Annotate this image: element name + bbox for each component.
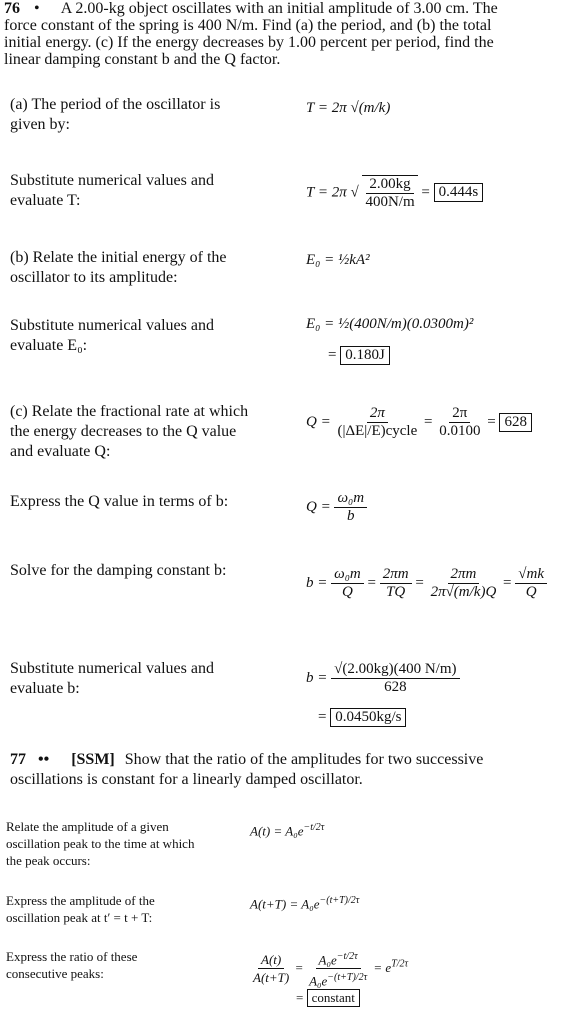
step-line: Express the Q value in terms of b: bbox=[10, 493, 229, 510]
fraction-numerator: 2πm bbox=[380, 566, 412, 584]
step-text bbox=[10, 171, 214, 211]
fraction-denominator: b bbox=[347, 508, 355, 524]
result-box: 0.180J bbox=[340, 346, 390, 365]
step-line: oscillator to its amplitude: bbox=[10, 269, 178, 286]
step-line: Substitute numerical values and bbox=[10, 172, 214, 189]
step-line: the peak occurs: bbox=[6, 853, 91, 868]
fraction-numerator: 2πm bbox=[448, 566, 480, 584]
step-line: the energy decreases to the Q value bbox=[10, 423, 237, 440]
equation-damping-constant: b = $\frac{\text{ω₀m}}{Q}$ = $\frac{2\pi m}{TQ}$ = $\frac{2\pi m}{2\pi√(m/k)Q}$ = $\frac{√mk}{Q}$ bbox=[306, 566, 547, 601]
equation-energy-result: = 0.180J bbox=[328, 346, 390, 365]
step-line: (c) Relate the fractional rate at which bbox=[10, 403, 249, 420]
denominator-base: A₀e bbox=[309, 973, 328, 989]
fraction-denominator: 2π√(m/k)Q bbox=[430, 584, 497, 600]
problem-76-statement bbox=[4, 0, 560, 68]
equation-amplitude-peak bbox=[250, 822, 324, 839]
exponent: T/2τ bbox=[391, 958, 409, 970]
statement-line: initial energy. (c) If the energy decreases by 1.00 percent per period, find the bbox=[4, 34, 494, 51]
exponent: −(t+T)/2τ bbox=[319, 895, 360, 906]
equation-q-value: Q = $\frac{2\pi}{\text{(|ΔE|/E)cycle}}$ = $\frac{2\pi}{0.0100}$ = 628 bbox=[306, 405, 532, 440]
step-line: evaluate T: bbox=[10, 192, 81, 209]
difficulty-dots: • bbox=[34, 0, 40, 17]
exponent: −t/2τ bbox=[303, 822, 325, 833]
fraction-denominator: Q bbox=[525, 584, 537, 600]
step-text bbox=[10, 659, 214, 699]
statement-line: force constant of the spring is 400 N/m. Find (a) the period, and (b) the total bbox=[4, 17, 492, 34]
statement-line: Show that the ratio of the amplitudes for two successive bbox=[124, 751, 484, 768]
equation-b-substitution: b = $\frac{√(2.00kg)(400 N/m)}{628}$ bbox=[306, 661, 460, 696]
difficulty-dots: •• bbox=[38, 751, 50, 768]
step-line: (a) The period of the oscillator is bbox=[10, 96, 221, 113]
problem-number: 76 bbox=[4, 0, 20, 17]
fraction-denominator: 0.0100 bbox=[439, 423, 481, 439]
fraction-denominator: (|ΔE|/E)cycle bbox=[337, 423, 418, 439]
result-box: 0.444s bbox=[434, 183, 484, 202]
problem-77-statement bbox=[10, 750, 560, 790]
step-line: evaluate b: bbox=[10, 680, 80, 697]
fraction-denominator: 628 bbox=[384, 679, 407, 695]
step-line: (b) Relate the initial energy of the bbox=[10, 249, 227, 266]
step-line: consecutive peaks: bbox=[6, 966, 104, 981]
equation-q-in-terms-of-b: Q = $\frac{\text{ω₀m}}{b}$ bbox=[306, 490, 367, 525]
equation-amplitude-next-peak bbox=[250, 895, 359, 912]
equation-text: A(t) = A₀e bbox=[250, 823, 304, 839]
result-box: 628 bbox=[499, 413, 532, 432]
exponent: −(t+T)/2τ bbox=[327, 972, 368, 984]
step-text bbox=[10, 561, 226, 581]
step-text bbox=[6, 818, 194, 869]
equation-text: E₀ = ½kA² bbox=[306, 252, 370, 268]
step-line: given by: bbox=[10, 116, 70, 133]
statement-line: oscillations is constant for a linearly damped oscillator. bbox=[10, 771, 363, 788]
equation-b-result: = 0.0450kg/s bbox=[318, 708, 406, 727]
fraction-denominator: TQ bbox=[386, 584, 406, 600]
step-line: Substitute numerical values and bbox=[10, 317, 214, 334]
ssm-tag: [SSM] bbox=[71, 751, 115, 768]
step-text bbox=[10, 492, 228, 512]
step-line: and evaluate Q: bbox=[10, 443, 111, 460]
statement-line: linear damping constant b and the Q factor. bbox=[4, 51, 281, 68]
fraction-numerator: 2π bbox=[449, 405, 470, 423]
fraction-denominator: A(t+T) bbox=[253, 970, 290, 986]
exponent: −t/2τ bbox=[336, 951, 358, 962]
equation-period-substitution: T = 2π √ $\frac{2.00kg}{400N/m}$ = 0.444s bbox=[306, 175, 483, 211]
fraction-denominator: Q bbox=[342, 584, 353, 600]
step-line: oscillation peak at t′ = t + T: bbox=[6, 910, 153, 925]
step-text bbox=[10, 316, 214, 356]
statement-line: A 2.00-kg object oscillates with an initial amplitude of 3.00 cm. The bbox=[60, 0, 498, 17]
equation-lhs: T = 2π bbox=[306, 184, 347, 201]
result-box: constant bbox=[307, 989, 360, 1007]
fraction-numerator: ω₀m bbox=[334, 490, 367, 508]
numerator-base: A₀e bbox=[318, 952, 337, 968]
equation-energy-formula bbox=[306, 252, 370, 269]
equation-text: A(t+T) = A₀e bbox=[250, 896, 320, 912]
step-line: Express the ratio of these bbox=[6, 949, 138, 964]
fraction-numerator: ω₀m bbox=[331, 566, 364, 584]
equation-text: = e bbox=[373, 959, 392, 975]
step-line: oscillation peak to the time at which bbox=[6, 836, 195, 851]
equation-period-formula bbox=[306, 100, 390, 117]
step-line: Solve for the damping constant b: bbox=[10, 562, 227, 579]
equation-energy-substitution bbox=[306, 316, 473, 333]
equation-amplitude-ratio: $\frac{A(t)}{A(t+T)}$ = $\frac{A_0e^{-t/2\tau}}{A_0e^{-(t+T)/2\tau}}$ = $e^{T/2\tau}$ bbox=[250, 948, 408, 990]
equation-text: T = 2π √(m/k) bbox=[306, 100, 391, 116]
equation-ratio-result: = constant bbox=[296, 989, 360, 1007]
equation-text: E₀ = ½(400N/m)(0.0300m)² bbox=[306, 316, 474, 332]
result-box: 0.0450kg/s bbox=[330, 708, 406, 727]
equation-lhs: Q = bbox=[306, 413, 331, 430]
fraction-denominator: 400N/m bbox=[365, 194, 415, 210]
step-text bbox=[10, 95, 220, 135]
step-line: Relate the amplitude of a given bbox=[6, 819, 169, 834]
step-text bbox=[10, 402, 248, 462]
step-text bbox=[6, 948, 137, 982]
step-text bbox=[10, 248, 227, 288]
fraction-numerator: √mk bbox=[515, 566, 547, 584]
fraction-numerator: A(t) bbox=[258, 951, 284, 969]
step-line: Express the amplitude of the bbox=[6, 893, 155, 908]
problem-number: 77 bbox=[10, 751, 26, 768]
step-line: Substitute numerical values and bbox=[10, 660, 214, 677]
fraction-numerator: √(2.00kg)(400 N/m) bbox=[331, 661, 459, 679]
fraction-numerator: 2.00kg bbox=[366, 176, 413, 194]
fraction-numerator: 2π bbox=[367, 405, 388, 423]
step-line: evaluate E₀: bbox=[10, 337, 88, 354]
step-text bbox=[6, 892, 155, 926]
